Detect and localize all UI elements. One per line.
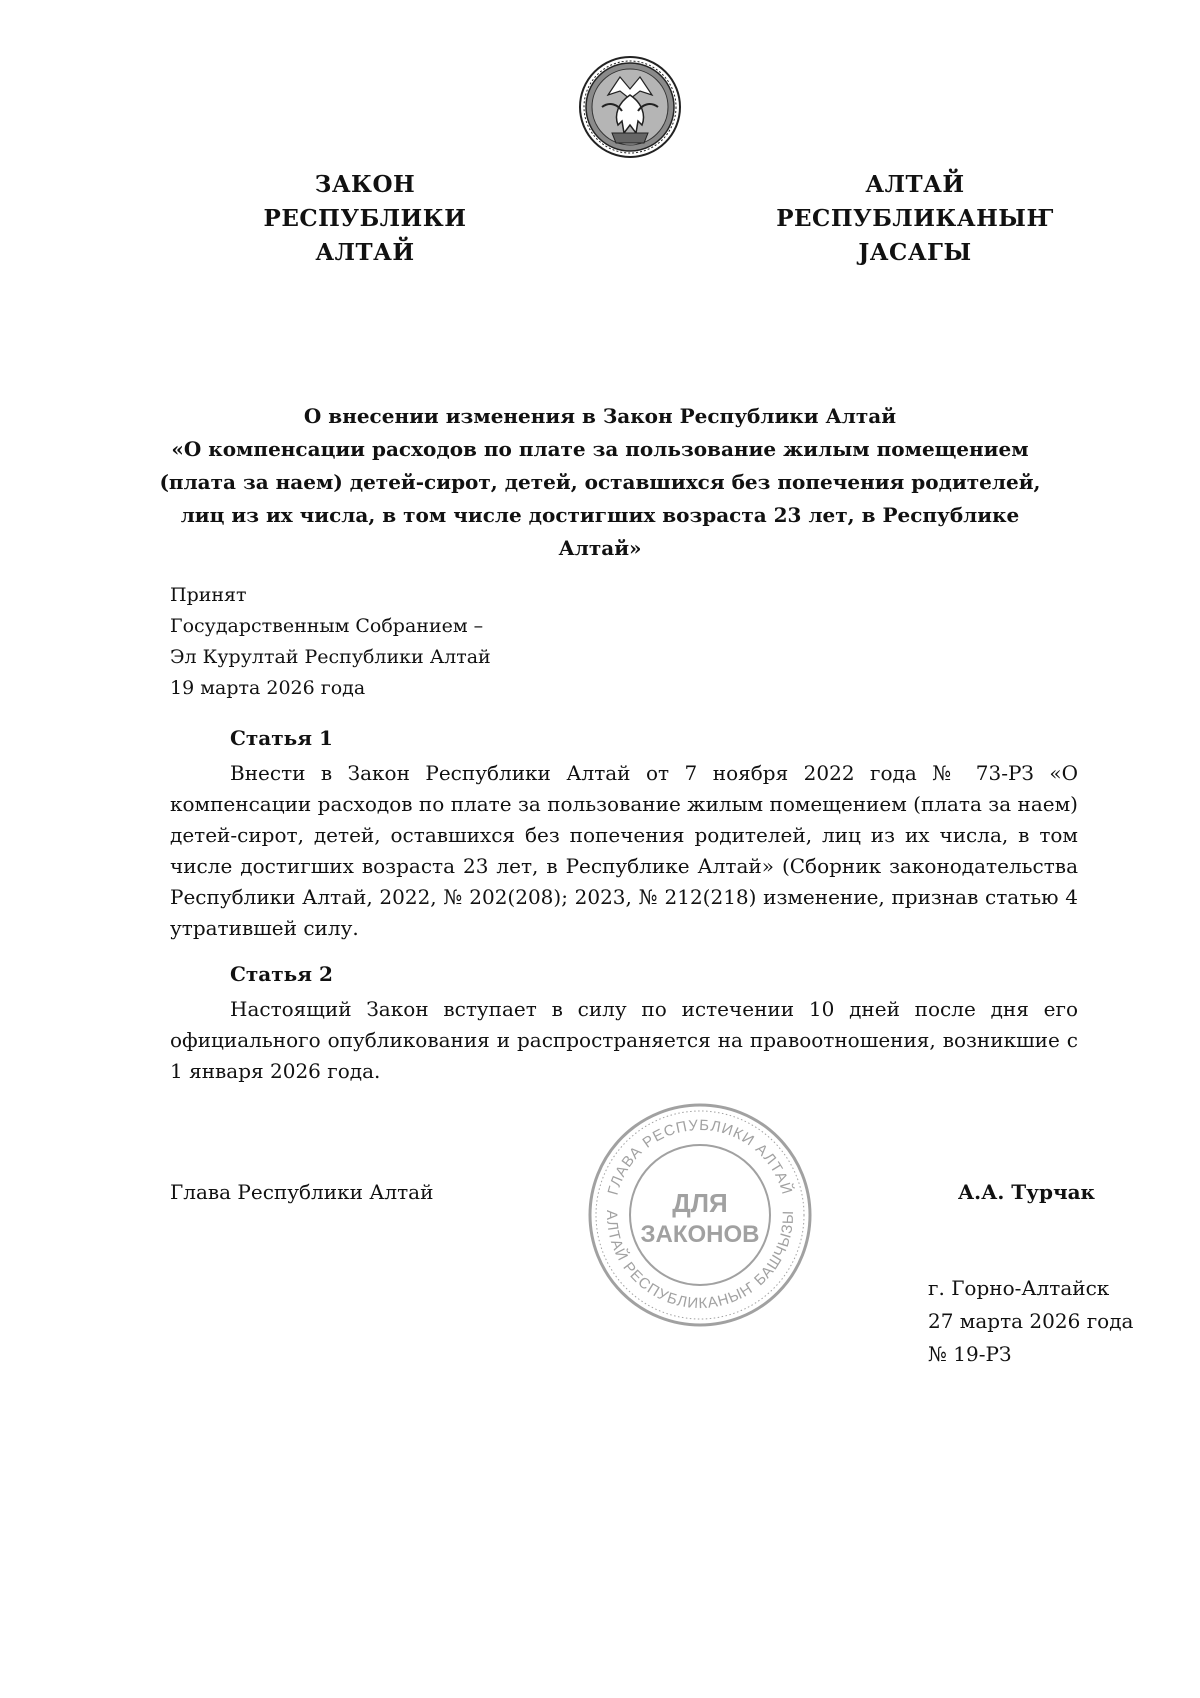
seal-outer-bottom-text: АЛТАЙ РЕСПУБЛИКАНЫҤ БАШЧЫЗЫ [602,1209,798,1313]
title-line3: (плата за наем) детей-сирот, детей, оставшихся без попечения родителей, [159,470,1041,494]
header-left-line2: РЕСПУБЛИКИ АЛТАЙ [263,205,467,266]
official-seal-stamp [585,1100,815,1330]
place-city: г. Горно-Алтайск [928,1276,1110,1300]
seal-center-line1: ДЛЯ [672,1188,728,1218]
article-2-heading: Статья 2 [230,962,333,986]
law-number: № 19-РЗ [928,1342,1012,1366]
article-1-text: Внести в Закон Республики Алтай от 7 ноября 2022 года № 73-РЗ «О компенсации расходов по плате за пользование жилым помещением (плата за наем) детей-сирот, детей, оставшихся без попечения родителей, лиц из их числа, в том числе достигших возраста 23 лет, в Республике Алтай» (Сборник законодательства Республики Алтай, 2022, № 202(208); 2023, № 212(218) изменение, признав статью 4 утратившей силу. [170,761,1078,940]
header-right-line2: ЈАСАГЫ [858,239,972,266]
place-date: 27 марта 2026 года [928,1309,1134,1333]
adopted-line4: 19 марта 2026 года [170,677,366,699]
signatory-name: А.А. Турчак [957,1180,1095,1204]
law-header-russian [210,168,520,270]
seal-outer-top-text: ГЛАВА РЕСПУБЛИКИ АЛТАЙ [604,1116,796,1197]
seal-center-line2: ЗАКОНОВ [640,1221,760,1248]
law-header-altai [730,168,1100,270]
article-2-text: Настоящий Закон вступает в силу по истечении 10 дней после дня его официального опубликования и распространяется на правоотношения, возникшие с 1 января 2026 года. [170,997,1078,1083]
article-1-heading: Статья 1 [230,726,333,750]
title-line2: «О компенсации расходов по плате за пользование жилым помещением [171,437,1029,461]
coat-of-arms-emblem [578,55,682,159]
title-line4: лиц из их числа, в том числе достигших возраста 23 лет, в Республике Алтай» [180,503,1020,560]
adopted-line1: Принят [170,584,247,606]
header-right-line1: АЛТАЙ РЕСПУБЛИКАНЫҤ [776,171,1054,232]
adopted-line3: Эл Курултай Республики Алтай [170,646,491,668]
place-date-number [928,1272,1133,1371]
title-line1: О внесении изменения в Закон Республики Алтай [303,404,897,428]
header-left-line1: ЗАКОН [314,171,416,198]
adoption-note [170,580,590,704]
signatory-title: Глава Республики Алтай [170,1180,434,1204]
law-title [150,400,1050,565]
adopted-line2: Государственным Собранием – [170,615,484,637]
